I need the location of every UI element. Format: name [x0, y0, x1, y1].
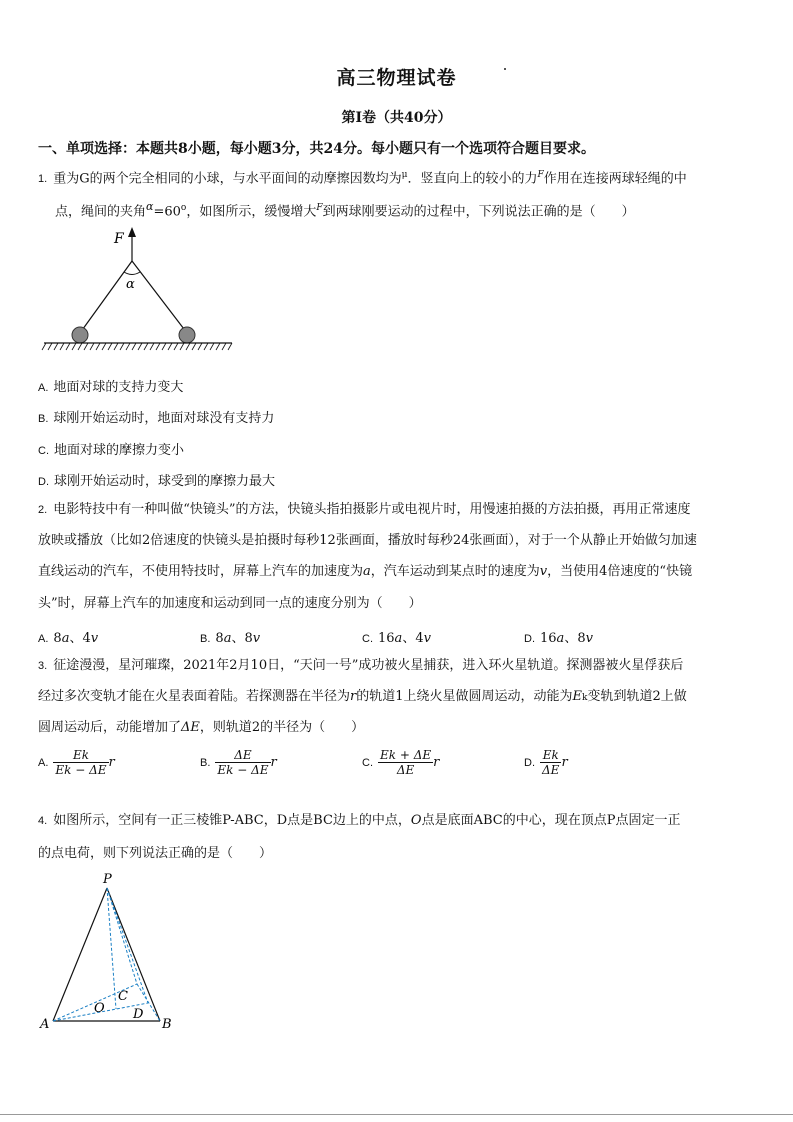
- q2-line3: 直线运动的汽车，不使用特技时，屏幕上汽车的加速度为a，汽车运动到某点时的速度为v，当使用4倍速度的“快镜: [38, 564, 693, 579]
- q1-option-b[interactable]: B. 球刚开始运动时，地面对球没有支持力: [38, 411, 275, 426]
- page-title: 高三物理试卷: [336, 67, 457, 89]
- q1-option-c[interactable]: C. 地面对球的摩擦力变小: [38, 443, 185, 458]
- section-heading: 一、单项选择：本题共8小题，每小题3分，共24分。每小题只有一个选项符合题目要求。: [38, 141, 595, 157]
- ground-hatch: [42, 343, 232, 350]
- q1-figure: [38, 225, 238, 355]
- q3-line3: 圆周运动后，动能增加了ΔE，则轨道2的半径为（ ）: [38, 720, 365, 735]
- q1-option-d[interactable]: D. 球刚开始运动时，球受到的摩擦力最大: [38, 474, 276, 489]
- q2-option-a[interactable]: A. 8a、4v: [38, 631, 99, 646]
- q3-line1: 3. 征途漫漫，星河璀璨，2021年2月10日，“天问一号”成功被火星捕获，进入环火星轨道。探测器被火星俘获后: [38, 658, 684, 673]
- label-D: D: [133, 1007, 144, 1022]
- q2-number: 2.: [38, 504, 48, 516]
- q2-line4: 头”时，屏幕上汽车的加速度和运动到同一点的速度分别为（ ）: [38, 596, 422, 611]
- q2-option-b[interactable]: B. 8a、8v: [200, 631, 261, 646]
- edge-PB: [107, 888, 160, 1021]
- q3-option-a[interactable]: A. $\frac{Ek}{Ek - \Delta E}$ r: [38, 748, 115, 777]
- label-F: F: [114, 231, 124, 247]
- q3-line2: 经过多次变轨才能在火星表面着陆。若探测器在半径为r的轨道1上绕火星做圆周运动，动能为Ek变轨到轨道2上做: [38, 689, 687, 704]
- label-alpha: α: [126, 277, 135, 292]
- part-title: 第Ⅰ卷（共40分）: [341, 110, 452, 126]
- q4-number: 4.: [38, 815, 48, 827]
- q2-option-c[interactable]: C. 16a、4v: [362, 631, 431, 646]
- q1-number: 1.: [38, 173, 48, 186]
- q3-option-d[interactable]: D. $\frac{Ek}{\Delta E}$ r: [524, 748, 568, 777]
- ball-right: [179, 327, 195, 343]
- label-O: O: [94, 1001, 105, 1016]
- q3-number: 3.: [38, 660, 48, 672]
- rope-right: [132, 261, 187, 333]
- q2-line1: 2. 电影特技中有一种叫做“快镜头”的方法，快镜头指拍摄影片或电视片时，用慢速拍摄的方法拍摄，再用正常速度: [38, 502, 691, 517]
- label-A: A: [40, 1017, 50, 1032]
- label-C: C: [118, 989, 128, 1004]
- segment-PD: [107, 888, 148, 1003]
- footer-divider: [0, 1114, 793, 1115]
- arrow-head: [128, 227, 136, 237]
- stray-dot: [504, 68, 506, 70]
- q1-line2: 点，绳间的夹角$^\alpha=60^o$，如图所示，缓慢增大$^F$到两球刚要运动的过程中，下列说法正确的是（ ）: [55, 200, 635, 220]
- q3-option-c[interactable]: C. $\frac{Ek + \Delta E}{\Delta E}$ r: [362, 748, 440, 777]
- q1-option-a[interactable]: A. 地面对球的支持力变大: [38, 380, 184, 395]
- label-P: P: [103, 872, 112, 887]
- q1-line1: 1. 重为G的两个完全相同的小球，与水平面间的动摩擦因数均为$^\mu$．竖直向上的较小的力$^F$作用在连接两球轻绳的中: [38, 170, 687, 187]
- q2-option-d[interactable]: D. 16a、8v: [524, 631, 593, 646]
- q4-figure: [36, 868, 186, 1036]
- ball-left: [72, 327, 88, 343]
- label-B: B: [162, 1017, 172, 1032]
- angle-arc: [124, 272, 140, 275]
- q4-line1: 4. 如图所示，空间有一正三棱锥P-ABC，D点是BC边上的中点，O点是底面ABC的中心，现在顶点P点固定一正: [38, 813, 681, 828]
- q3-option-b[interactable]: B. $\frac{\Delta E}{Ek - \Delta E}$ r: [200, 748, 277, 777]
- q4-line2: 的点电荷，则下列说法正确的是（ ）: [38, 846, 273, 861]
- q2-line2: 放映或播放（比如2倍速度的快镜头是拍摄时每秒12张画面，播放时每秒24张画面），对于一个从静止开始做匀加速: [38, 533, 697, 548]
- edge-PC: [107, 888, 137, 984]
